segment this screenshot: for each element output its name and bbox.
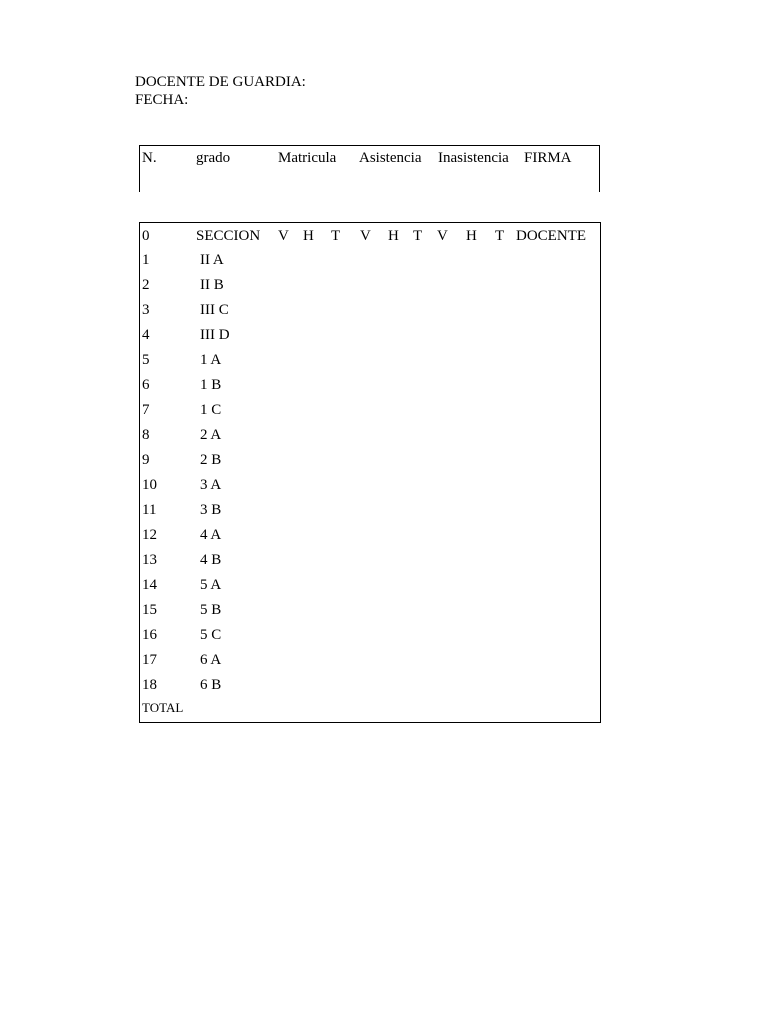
header-v-inasistencia: V <box>437 228 448 244</box>
row-seccion-cell: 2 B <box>200 452 222 468</box>
summary-header-box <box>139 145 600 192</box>
header-t-matricula: T <box>331 228 341 244</box>
row-number-cell: 7 <box>142 402 150 418</box>
row-number-cell: 4 <box>142 327 150 343</box>
col-asistencia-label: Asistencia <box>359 150 422 166</box>
fecha-label: FECHA: <box>135 92 189 108</box>
row-number-cell: 10 <box>142 477 157 493</box>
row-seccion-cell: 3 A <box>200 477 222 493</box>
row-number-cell: 14 <box>142 577 157 593</box>
attendance-table <box>139 222 601 723</box>
header-t-asistencia: T <box>413 228 423 244</box>
row-seccion-cell: 4 B <box>200 552 222 568</box>
row-seccion-cell: 1 B <box>200 377 222 393</box>
header-docente-cell: DOCENTE <box>516 228 586 244</box>
header-seccion-cell: SECCION <box>196 228 261 244</box>
row-seccion-cell: 5 A <box>200 577 222 593</box>
col-n-label: N. <box>142 150 157 166</box>
row-seccion-cell: 2 A <box>200 427 222 443</box>
col-matricula-label: Matricula <box>278 150 337 166</box>
row-number-cell: 3 <box>142 302 150 318</box>
row-number-cell: 5 <box>142 352 150 368</box>
row-seccion-cell: III C <box>200 302 229 318</box>
total-label: TOTAL <box>142 700 184 715</box>
row-number-cell: 2 <box>142 277 150 293</box>
row-number-cell: 1 <box>142 252 150 268</box>
col-inasistencia-label: Inasistencia <box>438 150 509 166</box>
row-number-cell: 12 <box>142 527 157 543</box>
row-number-cell: 9 <box>142 452 150 468</box>
header-h-inasistencia: H <box>466 228 477 244</box>
header-n-cell: 0 <box>142 228 150 244</box>
row-number-cell: 18 <box>142 677 157 693</box>
row-seccion-cell: II A <box>200 252 224 268</box>
row-seccion-cell: 1 C <box>200 402 222 418</box>
row-seccion-cell: 5 B <box>200 602 222 618</box>
document-header <box>135 73 306 109</box>
row-number-cell: 15 <box>142 602 157 618</box>
row-seccion-cell: 3 B <box>200 502 222 518</box>
header-v-matricula: V <box>278 228 289 244</box>
row-seccion-cell: III D <box>200 327 230 343</box>
header-h-asistencia: H <box>388 228 399 244</box>
row-number-cell: 8 <box>142 427 150 443</box>
header-t-inasistencia: T <box>495 228 505 244</box>
row-seccion-cell: II B <box>200 277 224 293</box>
row-seccion-cell: 6 A <box>200 652 222 668</box>
row-seccion-cell: 4 A <box>200 527 222 543</box>
row-number-cell: 17 <box>142 652 157 668</box>
row-seccion-cell: 1 A <box>200 352 222 368</box>
row-number-cell: 16 <box>142 627 157 643</box>
row-seccion-cell: 6 B <box>200 677 222 693</box>
row-seccion-cell: 5 C <box>200 627 222 643</box>
col-grado-label: grado <box>196 150 231 166</box>
docente-de-guardia-label: DOCENTE DE GUARDIA: <box>135 74 306 90</box>
col-firma-label: FIRMA <box>524 150 572 166</box>
header-h-matricula: H <box>303 228 314 244</box>
row-number-cell: 13 <box>142 552 157 568</box>
row-number-cell: 6 <box>142 377 150 393</box>
row-number-cell: 11 <box>142 502 157 518</box>
header-v-asistencia: V <box>360 228 371 244</box>
